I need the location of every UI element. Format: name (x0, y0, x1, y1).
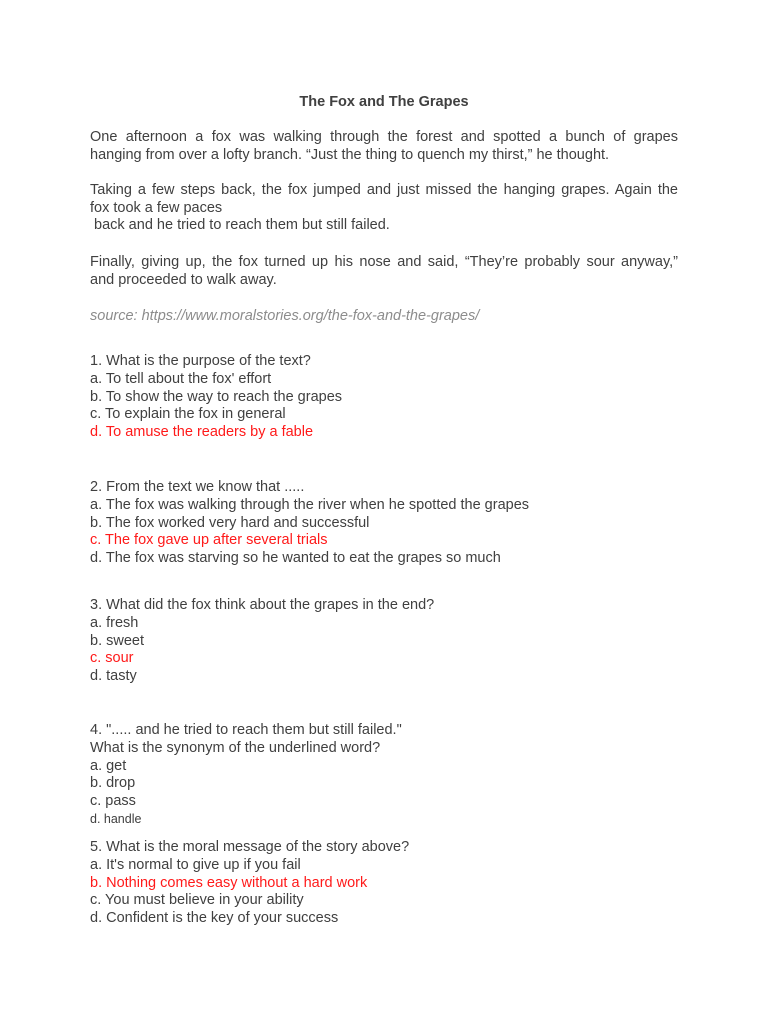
answer-option: c. To explain the fox in general (90, 406, 286, 423)
question-1 (90, 353, 678, 442)
question-5 (90, 839, 678, 928)
paragraph-line: back and he tried to reach them but still failed. (90, 217, 390, 233)
question-text: 2. From the text we know that ..... (90, 479, 305, 495)
answer-option: d. tasty (90, 668, 137, 685)
answer-option: b. sweet (90, 632, 144, 649)
answer-option: d. handle (90, 811, 142, 826)
story-paragraph-2 (90, 182, 678, 235)
answer-option: b. drop (90, 775, 136, 792)
answer-option: d. The fox was starving so he wanted to eat the grapes so much (90, 550, 501, 567)
answer-option: c. You must believe in your ability (90, 892, 304, 909)
story-title: The Fox and The Grapes (299, 94, 469, 110)
answer-option: c. pass (90, 793, 136, 810)
question-text: 3. What did the fox think about the grapes in the end? (90, 597, 435, 613)
paragraph-line: Finally, giving up, the fox turned up his nose and said, “They’re probably sour anyway,” (90, 254, 678, 270)
paragraph-line: hanging from over a lofty branch. “Just the thing to quench my thirst,” he thought. (90, 146, 610, 163)
answer-option-highlighted: c. The fox gave up after several trials (90, 532, 328, 549)
answer-option: a. get (90, 757, 127, 774)
answer-option: a. It's normal to give up if you fail (90, 856, 301, 873)
paragraph-line: and proceeded to walk away. (90, 271, 277, 288)
answer-option: b. The fox worked very hard and successful (90, 514, 370, 531)
paragraph-line: Taking a few steps back, the fox jumped and just missed the hanging grapes. Again the (90, 182, 678, 198)
question-text: 1. What is the purpose of the text? (90, 353, 311, 369)
question-text: What is the synonym of the underlined word? (90, 739, 381, 756)
answer-option-highlighted: b. Nothing comes easy without a hard work (90, 874, 368, 891)
question-text: 5. What is the moral message of the story above? (90, 839, 410, 855)
answer-option: d. Confident is the key of your success (90, 910, 339, 927)
question-3 (90, 597, 678, 686)
source-citation: source: https://www.moralstories.org/the-fox-and-the-grapes/ (90, 308, 480, 324)
paragraph-line: One afternoon a fox was walking through the forest and spotted a bunch of grapes (90, 129, 678, 145)
question-2 (90, 479, 678, 568)
answer-option-highlighted: d. To amuse the readers by a fable (90, 424, 314, 441)
story-paragraph-3 (90, 254, 678, 289)
question-text: 4. "..... and he tried to reach them but still failed." (90, 722, 402, 738)
story-paragraph-1 (90, 129, 678, 164)
answer-option: a. fresh (90, 614, 139, 631)
paragraph-line: fox took a few paces (90, 199, 223, 216)
answer-option: a. To tell about the fox' effort (90, 370, 272, 387)
answer-option-highlighted: c. sour (90, 650, 134, 667)
answer-option: b. To show the way to reach the grapes (90, 388, 343, 405)
question-4 (90, 722, 678, 829)
answer-option: a. The fox was walking through the river when he spotted the grapes (90, 496, 530, 513)
